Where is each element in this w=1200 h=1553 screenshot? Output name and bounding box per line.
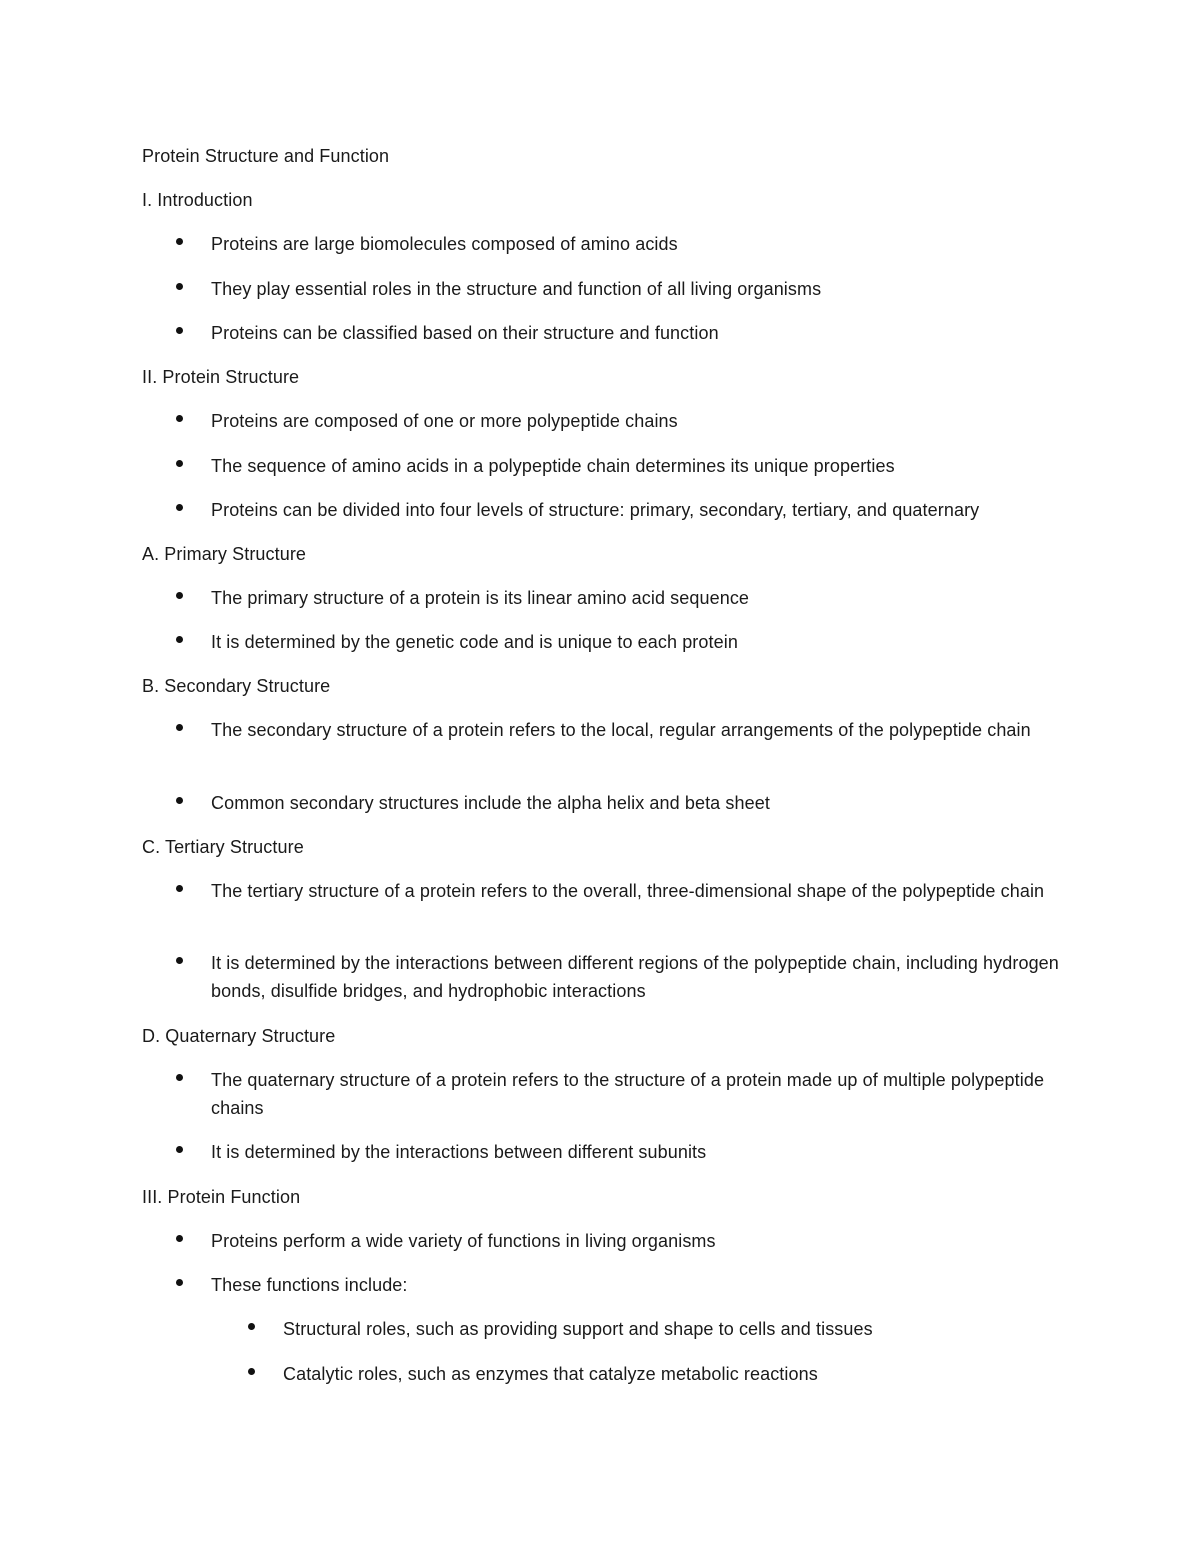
list-item: Proteins are composed of one or more polypeptide chains (211, 411, 678, 431)
bullet-icon (176, 415, 183, 422)
list-item: Proteins are large biomolecules composed of amino acids (211, 234, 678, 254)
bullet-icon (176, 592, 183, 599)
list-item: The sequence of amino acids in a polypeptide chain determines its unique properties (211, 456, 895, 476)
sub-bullet-icon (248, 1323, 255, 1330)
sub-list-item: Catalytic roles, such as enzymes that catalyze metabolic reactions (283, 1364, 818, 1384)
list-item: These functions include: (211, 1275, 408, 1295)
bullet-icon (176, 636, 183, 643)
list-item: Proteins can be classified based on their structure and function (211, 323, 719, 343)
bullet-icon (176, 1074, 183, 1081)
bullet-icon (176, 797, 183, 804)
bullet-icon (176, 1279, 183, 1286)
list-item: The quaternary structure of a protein refers to the structure of a protein made up of multiple polypeptide chains (211, 1070, 1045, 1118)
section-heading-secondary-structure: B. Secondary Structure (142, 676, 331, 696)
list-item: It is determined by the interactions between different regions of the polypeptide chain, including hydrogen bonds, disulfide bridges, and hydrophobic interactions (211, 953, 1059, 1001)
bullet-icon (176, 283, 183, 290)
bullet-icon (176, 957, 183, 964)
list-item: It is determined by the genetic code and is unique to each protein (211, 632, 738, 652)
sub-bullet-icon (248, 1368, 255, 1375)
section-heading-primary-structure: A. Primary Structure (142, 544, 307, 564)
bullet-icon (176, 1235, 183, 1242)
list-item: It is determined by the interactions between different subunits (211, 1142, 707, 1162)
list-item: Proteins can be divided into four levels of structure: primary, secondary, tertiary, and quaternary (211, 500, 980, 520)
list-item: They play essential roles in the structure and function of all living organisms (211, 279, 822, 299)
bullet-icon (176, 504, 183, 511)
section-heading-introduction: I. Introduction (142, 190, 253, 210)
bullet-icon (176, 460, 183, 467)
bullet-icon (176, 1146, 183, 1153)
list-item: The tertiary structure of a protein refers to the overall, three-dimensional shape of the polypeptide chain (211, 881, 1045, 901)
sub-list-item: Structural roles, such as providing support and shape to cells and tissues (283, 1319, 873, 1339)
bullet-icon (176, 724, 183, 731)
list-item: Proteins perform a wide variety of functions in living organisms (211, 1231, 716, 1251)
bullet-icon (176, 327, 183, 334)
section-heading-protein-structure: II. Protein Structure (142, 367, 300, 387)
bullet-icon (176, 238, 183, 245)
section-heading-quaternary-structure: D. Quaternary Structure (142, 1026, 336, 1046)
list-item: Common secondary structures include the alpha helix and beta sheet (211, 793, 770, 813)
list-item: The secondary structure of a protein refers to the local, regular arrangements of the polypeptide chain (211, 720, 1031, 740)
section-heading-protein-function: III. Protein Function (142, 1187, 301, 1207)
document-title: Protein Structure and Function (142, 146, 390, 166)
section-heading-tertiary-structure: C. Tertiary Structure (142, 837, 304, 857)
list-item: The primary structure of a protein is its linear amino acid sequence (211, 588, 750, 608)
bullet-icon (176, 885, 183, 892)
